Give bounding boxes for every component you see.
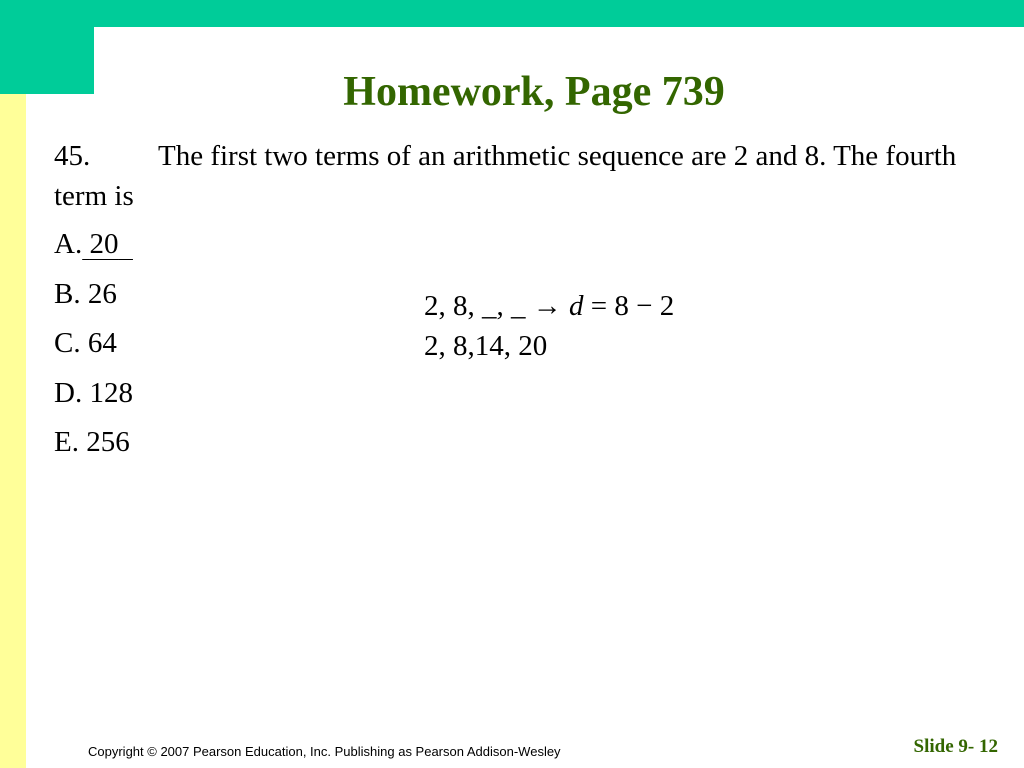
option-value-correct: 20 [89, 228, 119, 260]
option-value: 256 [86, 426, 130, 458]
option-value: 128 [89, 376, 133, 409]
option-letter: D. [54, 376, 83, 409]
slide-title: Homework, Page 739 [343, 69, 725, 115]
slide-number: Slide 9- 12 [913, 736, 998, 757]
option-letter: C. [54, 327, 81, 359]
footer-copyright: Copyright © 2007 Pearson Education, Inc. Publishing as Pearson Addison-Wesley [88, 744, 561, 759]
option-e [54, 422, 133, 472]
answer-options [54, 224, 133, 472]
question-number: 45. [54, 140, 91, 172]
option-value: 64 [87, 327, 117, 359]
option-d [54, 373, 133, 423]
math-variable: d [569, 290, 584, 322]
question [54, 136, 974, 216]
option-b [54, 274, 133, 324]
top-decorative-bar [0, 0, 1024, 27]
option-letter: E. [54, 426, 79, 458]
option-letter: B. [54, 277, 81, 310]
option-letter: A. [54, 228, 83, 260]
option-value: 26 [87, 277, 117, 310]
option-a [54, 224, 133, 274]
option-c [54, 323, 133, 373]
math-line-1: 2, 8, _, _ → d = 8 − 2 [424, 290, 675, 322]
left-decorative-bar [0, 94, 26, 768]
question-text: The first two terms of an arithmetic sequence are 2 and 8. The fourth term is [54, 140, 957, 212]
math-work [424, 286, 674, 366]
arrow-icon: → [532, 290, 562, 322]
math-line-2: 2, 8,14, 20 [424, 330, 548, 362]
